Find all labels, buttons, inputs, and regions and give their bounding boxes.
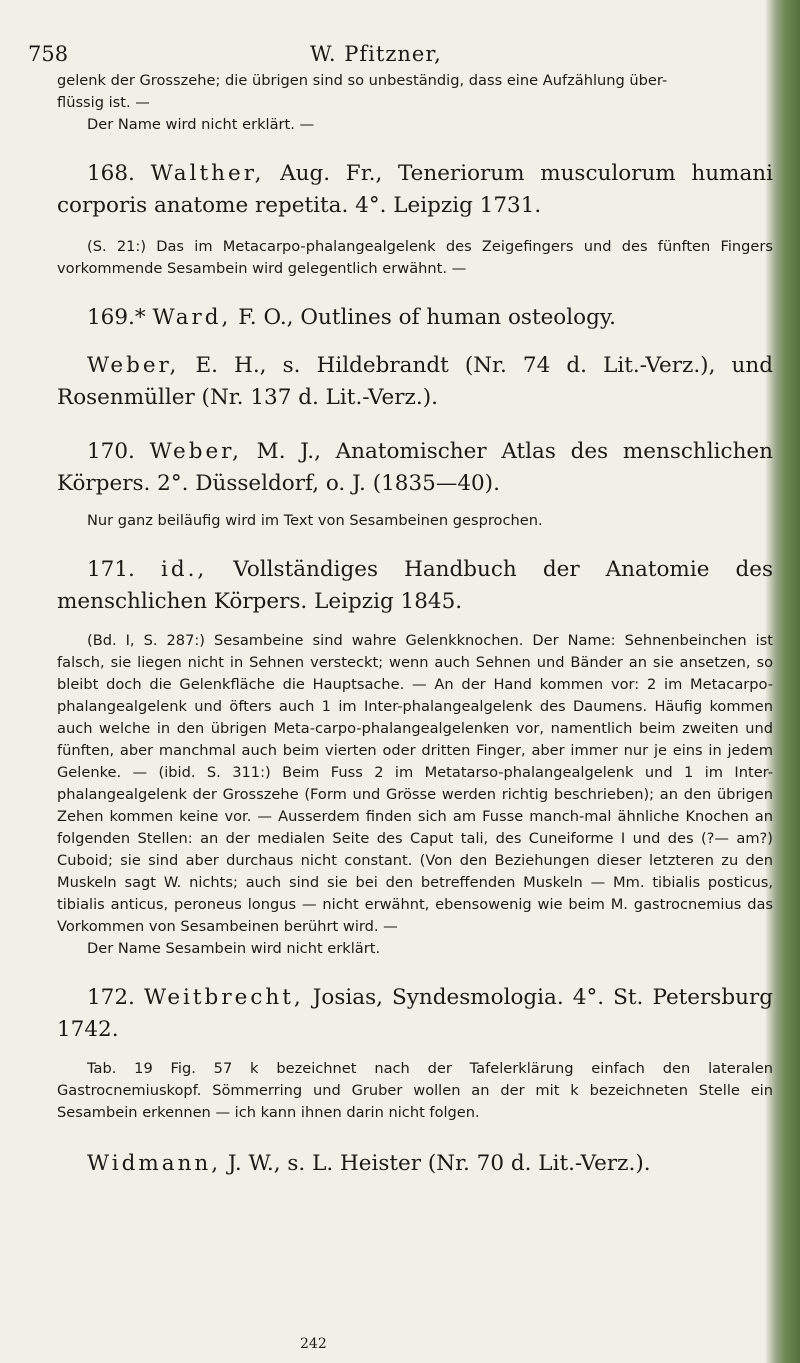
entry-author: id., bbox=[160, 557, 208, 582]
entry-number: 170. bbox=[87, 439, 135, 464]
entry-number: 171. bbox=[87, 557, 135, 582]
continuation-name-note: Der Name wird nicht erklärt. — bbox=[87, 116, 315, 133]
entry-number: 169.* bbox=[87, 305, 146, 330]
bibliography-entry-widmann bbox=[57, 1148, 773, 1180]
entry-author: Walther, bbox=[150, 161, 265, 186]
entry-note-171: (Bd. I, S. 287:) Sesambeine sind wahre Gelenkknochen. Der Name: Sehnenbeinchen ist falsch, sie liegen nicht in Sehnen versteckt; wenn auch Sehnen und Bänder an sie ansetzen, so bleibt doch die Gelenkfläche die Hauptsache. — An der Hand kommen vor: 2 im Metacarpo-phalangealgelenk und öfters auch 1 im Inter-phalangealgelenk des Daumens. Häufig kommen auch welche in den übrigen Meta-carpo-phalangealgelenken vor, namentlich beim zweiten und fünften, aber manchmal auch beim vierten oder dritten Finger, aber immer nur je eins in jedem Gelenke. — (ibid. S. 311:) Beim Fuss 2 im Metatarso-phalangealgelenk und 1 im Inter-phalangealgelenk der Grosszehe (Form und Grösse werden richtig beschrieben); an den übrigen Zehen kommen keine vor. — Ausserdem finden sich am Fusse manch-mal ähnliche Knochen an folgenden Stellen: an der medialen Seite des Caput tali, des Cuneiforme I und des (?— am?) Cuboid; sie sind aber durchaus nicht constant. (Von den Beziehungen dieser letzteren zu den Muskeln sagt W. nichts; auch sind sie bei den betreffenden Muskeln — Mm. tibialis posticus, tibialis anticus, peroneus longus — nicht erwähnt, ebensowenig wie beim M. gastrocnemius das Vorkommen von Sesambeinen berührt wird. — bbox=[57, 632, 773, 935]
entry-citation: Aug. Fr., Teneriorum musculorum humani corporis anatome repetita. 4°. Leipzig 1731. bbox=[57, 161, 773, 218]
entry-citation: Josias, Syndesmologia. 4°. St. Petersburg 1742. bbox=[57, 985, 773, 1042]
signature-mark: 242 bbox=[300, 1336, 327, 1352]
entry-author: Ward, bbox=[152, 305, 232, 330]
entry-note-171-name: Der Name Sesambein wird nicht erklärt. bbox=[87, 940, 381, 957]
continuation-line-2: flüssig ist. — bbox=[57, 94, 150, 111]
continuation-line-1: gelenk der Grosszehe; die übrigen sind so unbeständig, dass eine Aufzählung über- bbox=[57, 72, 668, 89]
entry-author: Weber, bbox=[149, 439, 242, 464]
page-header bbox=[0, 22, 760, 66]
entry-note-172: Tab. 19 Fig. 57 k bezeichnet nach der Tafelerklärung einfach den lateralen Gastrocnemiuskopf. Sömmerring und Gruber wollen an der mit k bezeichneten Stelle ein Sesambein erkennen — ich kann ihnen darin nicht folgen. bbox=[57, 1060, 773, 1121]
entry-citation: Vollständiges Handbuch der Anatomie des menschlichen Körpers. Leipzig 1845. bbox=[57, 557, 773, 614]
bibliography-entry-169 bbox=[57, 302, 773, 334]
bibliography-entry-170 bbox=[57, 436, 773, 500]
entry-note-168: (S. 21:) Das im Metacarpo-phalangealgelenk des Zeigefingers und des fünften Fingers vorkommende Sesambein wird gelegentlich erwähnt. — bbox=[57, 238, 773, 277]
entry-citation: F. O., Outlines of human osteology. bbox=[231, 305, 616, 330]
bibliography-entry-168 bbox=[57, 158, 773, 222]
entry-citation: M. J., Anatomischer Atlas des menschlichen Körpers. 2°. Düsseldorf, o. J. (1835—40). bbox=[57, 439, 773, 496]
entry-author: Weber, bbox=[87, 353, 180, 378]
entry-citation: J. W., s. L. Heister (Nr. 70 d. Lit.-Verz.). bbox=[221, 1151, 651, 1176]
entry-note-170: Nur ganz beiläufig wird im Text von Sesambeinen gesprochen. bbox=[87, 512, 543, 529]
document-body bbox=[57, 62, 773, 1180]
bibliography-entry-172 bbox=[57, 982, 773, 1046]
bibliography-entry-171 bbox=[57, 554, 773, 618]
bibliography-entry-weber-eh bbox=[57, 350, 773, 414]
page-number: 758 bbox=[28, 42, 69, 66]
entry-number: 172. bbox=[87, 985, 135, 1010]
running-head: W. Pfitzner, bbox=[310, 42, 442, 66]
entry-author: Widmann, bbox=[87, 1151, 222, 1176]
entry-citation: E. H., s. Hildebrandt (Nr. 74 d. Lit.-Verz.), und Rosenmüller (Nr. 137 d. Lit.-Verz.). bbox=[57, 353, 773, 410]
entry-number: 168. bbox=[87, 161, 135, 186]
continuation-text bbox=[57, 70, 773, 114]
entry-author: Weitbrecht, bbox=[143, 985, 304, 1010]
